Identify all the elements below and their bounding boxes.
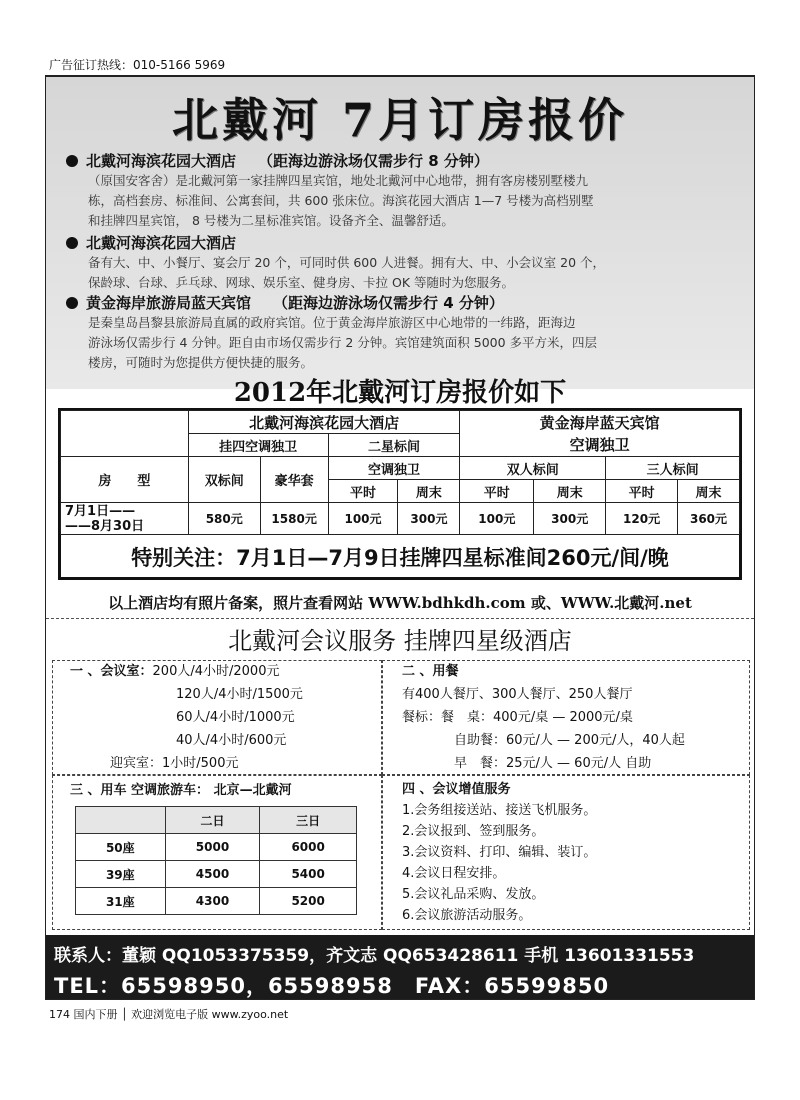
hotel-1-name: 北戴河海滨花园大酒店 xyxy=(86,152,237,170)
col-three-person: 三人标间 xyxy=(606,457,740,480)
dining-line: 早 餐：25元/人 — 60元/人 自助 xyxy=(454,756,652,771)
weekend-label: 周末 xyxy=(398,480,460,503)
weekday-label: 平时 xyxy=(460,480,534,503)
weekday-label: 平时 xyxy=(606,480,678,503)
col-ac: 空调独卫 xyxy=(328,457,460,480)
hotel-1-note: （距海边游泳场仅需步行 8 分钟） xyxy=(258,152,489,170)
hotel-b-sub: 空调独卫 xyxy=(569,435,630,454)
conf-room-item: 60人/4小时/1000元 xyxy=(176,710,295,725)
bus-cell: 4500 xyxy=(165,861,260,888)
addon-item: 5.会议礼品采购、发放。 xyxy=(402,887,545,902)
empty-cell xyxy=(61,411,189,457)
date-line: 7月1日—— xyxy=(65,503,136,519)
ad-hotline: 广告征订热线：010-5166 5969 xyxy=(49,58,226,72)
bus-cell: 5400 xyxy=(260,861,357,888)
addon-item: 3.会议资料、打印、编辑、装订。 xyxy=(402,845,597,860)
hotel-2-desc xyxy=(88,253,605,293)
bullet-icon xyxy=(66,297,78,309)
addon-heading: 四 、会议增值服务 xyxy=(402,782,511,797)
addon-item: 6.会议旅游活动服务。 xyxy=(402,908,532,923)
addon-item: 1.会务组接送站、接送飞机服务。 xyxy=(402,803,597,818)
bus-col: 三日 xyxy=(260,807,357,834)
dining-line: 自助餐：60元/人 — 200元/人，40人起 xyxy=(454,733,685,748)
contact-line: 联系人：董颖 QQ1053375359，齐文志 QQ653428611 手机 13601331553 xyxy=(54,946,695,966)
bus-cell: 50座 xyxy=(76,834,166,861)
conf-room-list xyxy=(176,683,303,752)
hotel-b-name: 黄金海岸蓝天宾馆 xyxy=(539,413,660,432)
price-table xyxy=(60,410,740,535)
hotel-b-header xyxy=(460,411,740,457)
conf-room-item: 40人/4小时/600元 xyxy=(176,733,287,748)
hotel-3-desc xyxy=(88,313,597,373)
bus-cell: 4300 xyxy=(165,888,260,915)
hotel-a-header: 北戴河海滨花园大酒店 xyxy=(188,411,460,434)
addon-section xyxy=(402,779,596,926)
hotel-2-heading xyxy=(66,232,236,253)
price-cell: 300元 xyxy=(534,503,606,535)
hotel-1-line: 栋，高档套房、标准间、公寓套间，共 600 张床位。海滨花园大酒店 1—7 号楼为高档别墅 xyxy=(88,193,594,208)
weekend-label: 周末 xyxy=(678,480,740,503)
hotel-1-line: （原国安客舍）是北戴河第一家挂牌四星宾馆，地处北戴河中心地带，拥有客房楼别墅楼九 xyxy=(88,173,589,188)
bus-table xyxy=(75,806,357,915)
page-footer: 174 国内下册 │ 欢迎浏览电子版 www.zyoo.net xyxy=(49,1008,289,1021)
hotel-a-sub1: 挂四空调独卫 xyxy=(188,434,328,457)
conf-room-section xyxy=(70,660,279,683)
bullet-icon xyxy=(66,155,78,167)
col-suite: 豪华套 xyxy=(260,457,328,503)
price-cell: 300元 xyxy=(398,503,460,535)
bus-heading xyxy=(70,779,292,802)
hotel-1-line: 和挂牌四星宾馆， 8 号楼为二星标准宾馆。设备齐全、温馨舒适。 xyxy=(88,213,454,228)
price-cell: 580元 xyxy=(188,503,260,535)
vip-room: 迎宾室：1小时/500元 xyxy=(110,756,239,771)
date-range xyxy=(61,503,189,535)
hotel-2-line: 备有大、中、小餐厅、宴会厅 20 个，可同时供 600 人进餐。拥有大、中、小会议室 20 个， xyxy=(88,255,606,270)
special-notice: 特别关注：7月1日—7月9日挂牌四星标准间260元/间/晚 xyxy=(131,546,669,570)
hotel-3-line: 游泳场仅需步行 4 分钟。距自由市场仅需步行 2 分钟。宾馆建筑面积 5000 多平方米，四层 xyxy=(88,335,598,350)
price-cell: 100元 xyxy=(328,503,398,535)
dining-section xyxy=(402,660,685,775)
price-title: 2012年北戴河订房报价如下 xyxy=(233,378,567,408)
bus-cell: 6000 xyxy=(260,834,357,861)
room-type-label: 房 型 xyxy=(61,457,189,503)
price-cell: 1580元 xyxy=(260,503,328,535)
bus-heading-text: 三 、用车 空调旅游车： 北京—北戴河 xyxy=(70,783,292,798)
bullet-icon xyxy=(66,237,78,249)
col-double: 双标间 xyxy=(188,457,260,503)
main-title: 北戴河 7月订房报价 xyxy=(171,93,629,147)
hotel-3-name: 黄金海岸旅游局蓝天宾馆 xyxy=(86,294,252,312)
addon-item: 4.会议日程安排。 xyxy=(402,866,506,881)
price-cell: 360元 xyxy=(678,503,740,535)
dining-heading: 二 、用餐 xyxy=(402,664,459,679)
conference-title: 北戴河会议服务 挂牌四星级酒店 xyxy=(46,618,754,656)
tel-fax-line: TEL：65598950，65598958 FAX：65599850 xyxy=(54,974,610,998)
dining-line: 餐标：餐 桌：400元/桌 — 2000元/桌 xyxy=(402,710,633,725)
bus-cell: 5200 xyxy=(260,888,357,915)
weekday-label: 平时 xyxy=(328,480,398,503)
bus-col xyxy=(76,807,166,834)
conf-room-item: 120人/4小时/1500元 xyxy=(176,687,303,702)
hotel-1-desc xyxy=(88,171,594,231)
price-cell: 120元 xyxy=(606,503,678,535)
addon-item: 2.会议报到、签到服务。 xyxy=(402,824,545,839)
bus-cell: 31座 xyxy=(76,888,166,915)
date-line: ——8月30日 xyxy=(65,518,145,534)
hotel-3-note: （距海边游泳场仅需步行 4 分钟） xyxy=(273,294,504,312)
price-cell: 100元 xyxy=(460,503,534,535)
hotel-a-sub2: 二星标间 xyxy=(328,434,460,457)
dining-line: 有400人餐厅、300人餐厅、250人餐厅 xyxy=(402,687,633,702)
col-two-person: 双人标间 xyxy=(460,457,606,480)
bus-cell: 5000 xyxy=(165,834,260,861)
hotel-2-line: 保龄球、台球、乒乓球、网球、娱乐室、健身房、卡拉 OK 等随时为您服务。 xyxy=(88,275,514,290)
hotel-3-line: 是秦皇岛昌黎县旅游局直属的政府宾馆。位于黄金海岸旅游区中心地带的一纬路，距海边 xyxy=(88,315,576,330)
hotel-3-heading xyxy=(66,292,504,313)
conf-room-item: 200人/4小时/2000元 xyxy=(152,664,280,679)
hotel-3-line: 楼房，可随时为您提供方便快捷的服务。 xyxy=(88,355,314,370)
hotel-2-name: 北戴河海滨花园大酒店 xyxy=(86,234,237,252)
bus-cell: 39座 xyxy=(76,861,166,888)
bus-col: 二日 xyxy=(165,807,260,834)
photos-note: 以上酒店均有照片备案，照片查看网站 WWW.bdhkdh.com 或、WWW.北戴河.net xyxy=(108,594,692,612)
weekend-label: 周末 xyxy=(534,480,606,503)
conf-room-heading: 一 、会议室： xyxy=(70,664,153,679)
hotel-1-heading xyxy=(66,150,489,171)
